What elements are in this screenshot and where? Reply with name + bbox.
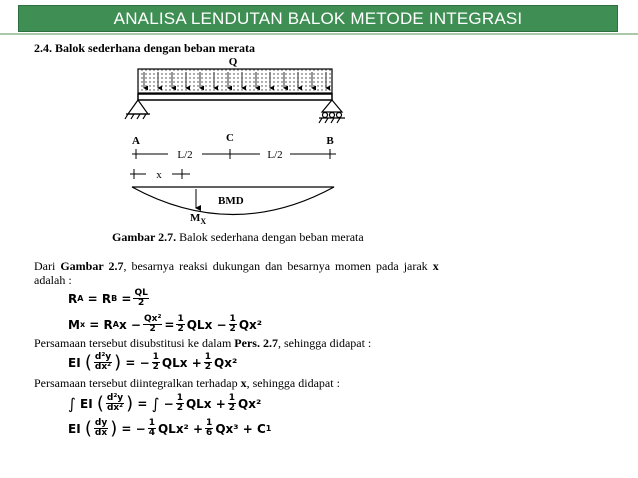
paragraph-line-2: adalah :: [34, 273, 72, 287]
support-label-a: A: [132, 135, 140, 147]
beam: [138, 94, 332, 100]
paragraph-line-1: Dari Gambar 2.7, besarnya reaksi dukungan dan besarnya momen pada jarak x: [34, 259, 439, 273]
equation-integral: ∫ EI ( $\frac{\text{d²y}}{\text{dx²}}$ ) = ∫ − $\frac{1}{2}$ QLx + $\frac{1}{2}$ Qx²: [68, 393, 262, 414]
integration-text: Persamaan tersebut diintegralkan terhadap x, sehingga didapat :: [34, 376, 340, 390]
substitution-text: Persamaan tersebut disubstitusi ke dalam Pers. 2.7, sehingga didapat :: [34, 336, 372, 350]
x-distance-label: x: [156, 169, 162, 181]
half-span-left: L/2: [177, 149, 193, 161]
distributed-load-block: [138, 69, 332, 93]
equation-slope: EI ( $\frac{dy}{dx}$ ) = − $\frac{1}{4}$ QLx² + $\frac{1}{6}$ Qx³ + C 1: [68, 418, 272, 439]
center-label-c: C: [226, 132, 234, 144]
support-label-b: B: [326, 135, 334, 147]
banner-underline: [0, 33, 638, 35]
title-banner: [18, 5, 618, 32]
figure-caption: Gambar 2.7. Balok sederhana dengan beban merata: [112, 230, 364, 244]
banner-title: ANALISA LENDUTAN BALOK METODE INTEGRASI: [113, 8, 523, 28]
moment-label: $M_X$: [190, 212, 207, 226]
pin-support-a: [125, 100, 150, 119]
section-heading: 2.4. Balok sederhana dengan beban merata: [34, 41, 256, 55]
equation-differential: EI ( $\frac{\text{d²y}}{\text{dx²}}$ ) = − $\frac{1}{2}$ QLx + $\frac{1}{2}$ Qx²: [68, 352, 238, 373]
equation-reactions: R A = R B = $\frac{QL}{2}$: [68, 288, 148, 308]
half-span-right: L/2: [267, 149, 283, 161]
bmd-label: BMD: [218, 195, 244, 207]
beam-diagram: [120, 52, 350, 227]
equation-moment: M x = R A x − $\frac{\text{Qx²}}{2}$ = $\frac{1}{2}$ QLx − $\frac{1}{2}$ Qx²: [68, 314, 263, 334]
roller-support-b: [319, 100, 345, 123]
load-label: Q: [228, 56, 238, 68]
